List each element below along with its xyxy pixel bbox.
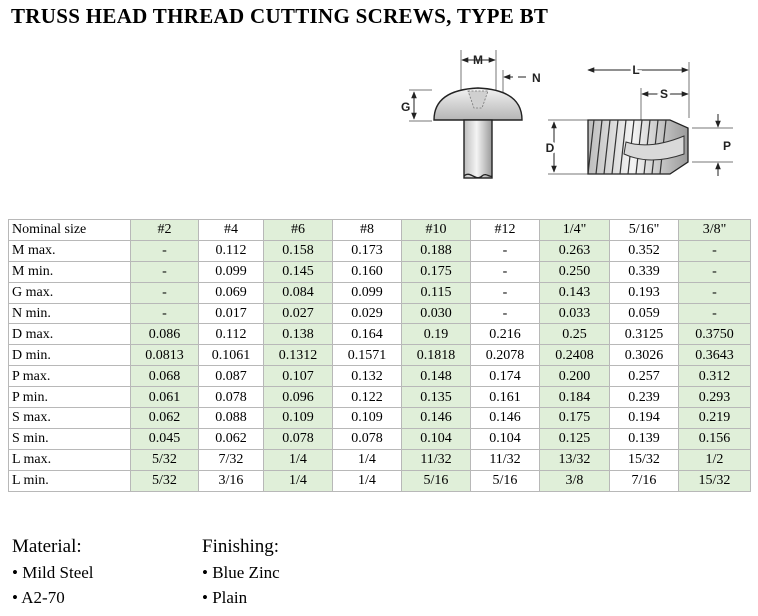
dimension-label-p: P [723,139,732,153]
finishing-heading: Finishing: [202,536,280,557]
dimension-label-n: N [532,71,541,85]
table-cell: 0.146 [471,408,540,429]
table-cell: 0.017 [199,303,264,324]
table-cell: 1/4 [264,470,333,491]
material-heading: Material: [12,536,82,557]
table-cell: 1/4 [264,449,333,470]
column-header: 3/8" [679,220,751,241]
table-cell: 0.107 [264,366,333,387]
table-cell: 0.257 [610,366,679,387]
table-cell: 0.175 [402,261,471,282]
table-cell: 0.078 [333,428,402,449]
column-header: #12 [471,220,540,241]
table-cell: 15/32 [679,470,751,491]
table-row [9,282,751,303]
table-cell: 3/16 [199,470,264,491]
table-cell: 0.293 [679,387,751,408]
row-label: G max. [9,282,131,303]
table-cell: 0.068 [131,366,199,387]
table-cell: 0.263 [540,240,610,261]
table-cell: 0.3643 [679,345,751,366]
row-label: S max. [9,408,131,429]
table-cell: 0.25 [540,324,610,345]
table-row [9,345,751,366]
table-cell: - [679,282,751,303]
table-cell: 7/32 [199,449,264,470]
row-label: D min. [9,345,131,366]
table-cell: 0.084 [264,282,333,303]
table-cell: 0.088 [199,408,264,429]
table-row [9,303,751,324]
table-cell: 0.109 [264,408,333,429]
table-cell: 0.139 [610,428,679,449]
row-label: L min. [9,470,131,491]
row-label: D max. [9,324,131,345]
finishing-item: • Blue Zinc [202,563,280,582]
column-header: 1/4" [540,220,610,241]
table-cell: 0.161 [471,387,540,408]
dimension-label-s: S [659,87,669,101]
row-label: M max. [9,240,131,261]
table-cell: 5/16 [471,470,540,491]
table-cell: 0.200 [540,366,610,387]
table-cell: 0.099 [333,282,402,303]
row-label: L max. [9,449,131,470]
table-cell: 0.160 [333,261,402,282]
table-cell: 11/32 [402,449,471,470]
table-cell: 0.173 [333,240,402,261]
table-row [9,387,751,408]
table-cell: 0.339 [610,261,679,282]
table-cell: 0.112 [199,240,264,261]
table-cell: 0.096 [264,387,333,408]
table-cell: 0.148 [402,366,471,387]
table-cell: 0.061 [131,387,199,408]
table-cell: 0.250 [540,261,610,282]
thread-tip-view [545,62,733,176]
table-cell: 0.1818 [402,345,471,366]
screw-side-view [409,50,526,178]
table-cell: - [471,303,540,324]
table-cell: 0.174 [471,366,540,387]
dimension-label-l: L [632,63,640,77]
table-cell: 1/4 [333,470,402,491]
table-cell: 0.3750 [679,324,751,345]
table-cell: 11/32 [471,449,540,470]
table-cell: 0.1061 [199,345,264,366]
table-cell: 0.145 [264,261,333,282]
table-cell: 0.109 [333,408,402,429]
table-cell: 0.164 [333,324,402,345]
table-cell: 0.030 [402,303,471,324]
row-label: P max. [9,366,131,387]
table-cell: 0.069 [199,282,264,303]
table-cell: - [679,240,751,261]
table-cell: 0.045 [131,428,199,449]
table-cell: 0.104 [471,428,540,449]
table-cell: 0.2078 [471,345,540,366]
material-section [12,534,94,610]
table-cell: - [679,261,751,282]
finishing-item: • Plain [202,588,248,607]
table-cell: 0.122 [333,387,402,408]
column-header: 5/16" [610,220,679,241]
table-cell: 0.033 [540,303,610,324]
table-cell: 0.184 [540,387,610,408]
table-cell: - [471,240,540,261]
table-cell: 0.146 [402,408,471,429]
table-cell: 0.1571 [333,345,402,366]
table-row [9,470,751,491]
row-label: P min. [9,387,131,408]
table-cell: 0.194 [610,408,679,429]
table-cell: 0.239 [610,387,679,408]
table-cell: 0.352 [610,240,679,261]
table-cell: 0.027 [264,303,333,324]
table-cell: 0.3125 [610,324,679,345]
material-item: • Mild Steel [12,563,94,582]
table-cell: - [131,240,199,261]
table-cell: 0.062 [199,428,264,449]
dimension-label-d: D [545,141,555,155]
table-header-row [9,220,751,241]
table-cell: 0.104 [402,428,471,449]
table-cell: - [131,303,199,324]
table-row [9,324,751,345]
table-cell: 5/32 [131,449,199,470]
table-cell: 0.143 [540,282,610,303]
column-header: #10 [402,220,471,241]
table-cell: 0.188 [402,240,471,261]
row-label: N min. [9,303,131,324]
column-header: #8 [333,220,402,241]
table-row [9,408,751,429]
table-cell: 0.087 [199,366,264,387]
table-cell: 0.078 [199,387,264,408]
table-cell: - [131,282,199,303]
column-header: #6 [264,220,333,241]
table-cell: 0.078 [264,428,333,449]
table-cell: - [471,261,540,282]
specification-table [8,219,751,492]
table-cell: 0.2408 [540,345,610,366]
column-header: Nominal size [9,220,131,241]
table-row [9,240,751,261]
table-cell: 0.156 [679,428,751,449]
table-cell: 0.135 [402,387,471,408]
table-cell: 0.158 [264,240,333,261]
table-cell: 0.193 [610,282,679,303]
table-cell: 0.125 [540,428,610,449]
table-cell: 0.219 [679,408,751,429]
table-cell: 0.216 [471,324,540,345]
table-cell: 1/2 [679,449,751,470]
table-cell: 0.059 [610,303,679,324]
finishing-section [202,534,280,610]
table-cell: 0.115 [402,282,471,303]
table-cell: 0.1312 [264,345,333,366]
page-title: TRUSS HEAD THREAD CUTTING SCREWS, TYPE BT [11,4,549,28]
table-cell: 5/16 [402,470,471,491]
table-cell: 0.0813 [131,345,199,366]
table-row [9,261,751,282]
table-cell: 7/16 [610,470,679,491]
table-cell: 0.132 [333,366,402,387]
row-label: S min. [9,428,131,449]
table-cell: 3/8 [540,470,610,491]
table-cell: 0.3026 [610,345,679,366]
table-row [9,366,751,387]
table-cell: - [471,282,540,303]
table-cell: - [679,303,751,324]
table-cell: 5/32 [131,470,199,491]
column-header: #4 [199,220,264,241]
table-cell: 15/32 [610,449,679,470]
table-cell: 0.312 [679,366,751,387]
screw-dimension-diagram [398,42,743,192]
table-cell: 0.112 [199,324,264,345]
table-row [9,449,751,470]
column-header: #2 [131,220,199,241]
table-cell: 0.062 [131,408,199,429]
table-cell: 13/32 [540,449,610,470]
table-cell: 0.099 [199,261,264,282]
table-cell: 0.138 [264,324,333,345]
table-row [9,428,751,449]
row-label: M min. [9,261,131,282]
table-cell: 0.086 [131,324,199,345]
table-cell: - [131,261,199,282]
table-cell: 0.029 [333,303,402,324]
material-item: • A2-70 [12,588,65,607]
table-cell: 0.19 [402,324,471,345]
dimension-label-g: G [401,100,411,114]
table-cell: 1/4 [333,449,402,470]
table-cell: 0.175 [540,408,610,429]
dimension-label-m: M [473,53,483,67]
